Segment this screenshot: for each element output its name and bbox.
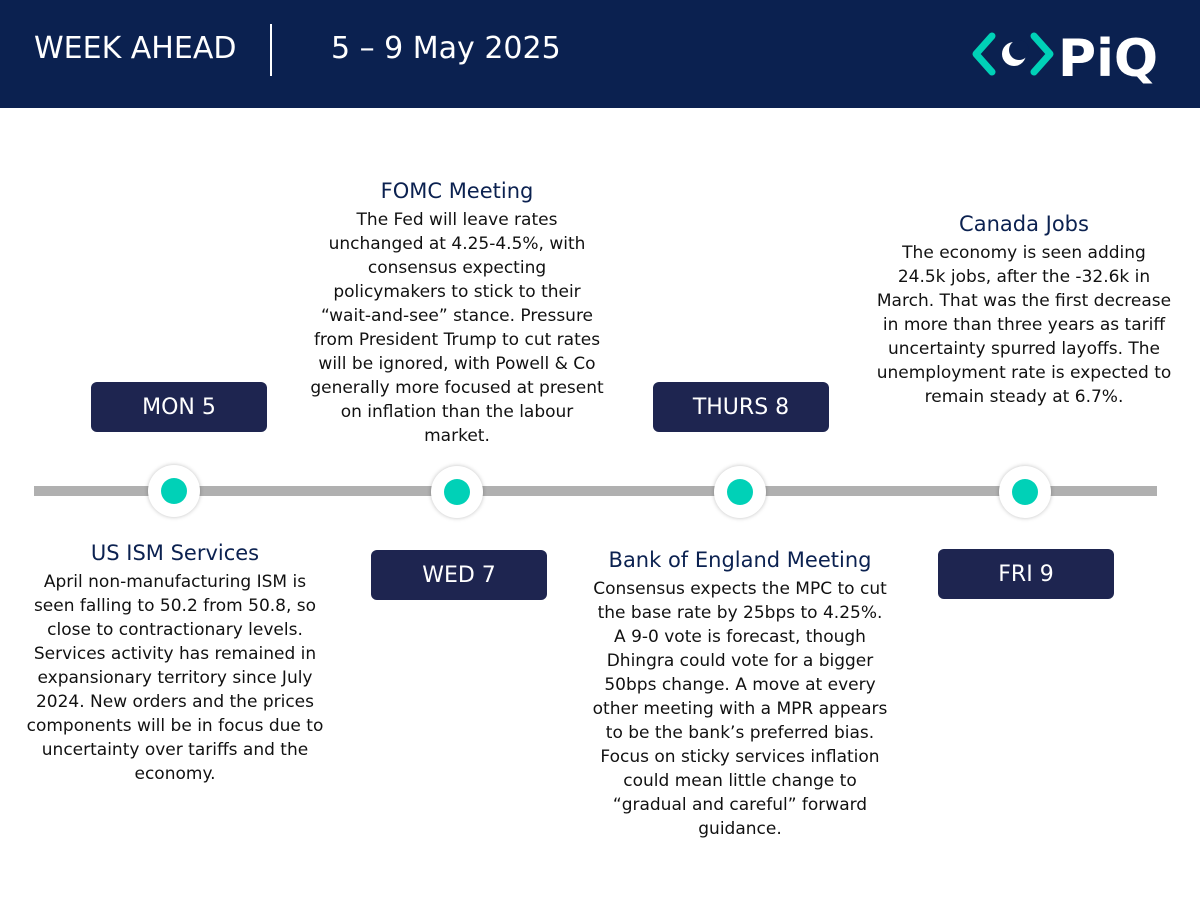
event-title: Canada Jobs [959, 212, 1089, 236]
day-label-thu: THURS 8 [653, 382, 829, 432]
header-divider [270, 24, 272, 76]
page-title: WEEK AHEAD [34, 31, 237, 66]
event-boe [590, 547, 890, 841]
event-title: FOMC Meeting [380, 179, 534, 203]
event-canada-jobs [876, 211, 1172, 409]
piq-logo [970, 24, 1170, 84]
day-label-mon: MON 5 [91, 382, 267, 432]
timeline-line [34, 486, 1157, 496]
event-description: April non-manufacturing ISM is seen falling to 50.2 from 50.8, so close to contractionary levels. Services activity has remained in expansionary territory since July 2024. New orders and the prices components will be in focus due to uncertainty over tariffs and the economy. [26, 572, 324, 784]
event-title: Bank of England Meeting [608, 548, 872, 572]
date-range: 5 – 9 May 2025 [331, 31, 561, 66]
timeline-node-mon [148, 465, 200, 517]
timeline-dot [727, 479, 753, 505]
logo-wordmark: PiQ [1058, 29, 1159, 84]
event-us-ism [26, 540, 324, 786]
event-description: The economy is seen adding 24.5k jobs, after the -32.6k in March. That was the first decrease in more than three years as tariff uncertainty spurred layoffs. The unemployment rate is expected to remain steady at 6.7%. [876, 243, 1172, 407]
event-description: Consensus expects the MPC to cut the base rate by 25bps to 4.25%. A 9-0 vote is forecast, though Dhingra could vote for a bigger 50bps change. A move at every other meeting with a MPR appears to be the bank’s preferred bias. Focus on sticky services inflation could mean little change to “gradual and careful” forward guidance. [592, 579, 888, 839]
day-label-fri: FRI 9 [938, 549, 1114, 599]
day-label-wed: WED 7 [371, 550, 547, 600]
header-bar [0, 0, 1200, 108]
event-fomc [310, 178, 604, 448]
event-title: US ISM Services [90, 541, 260, 565]
event-description: The Fed will leave rates unchanged at 4.25-4.5%, with consensus expecting policymakers to stick to their “wait-and-see” stance. Pressure from President Trump to cut rates will be ignored, with Powell & Co generally more focused at present on inflation than the labour market. [310, 210, 604, 446]
timeline-node-wed [431, 466, 483, 518]
timeline-dot [444, 479, 470, 505]
timeline-dot [1012, 479, 1038, 505]
timeline-node-fri [999, 466, 1051, 518]
timeline-node-thu [714, 466, 766, 518]
timeline-dot [161, 478, 187, 504]
